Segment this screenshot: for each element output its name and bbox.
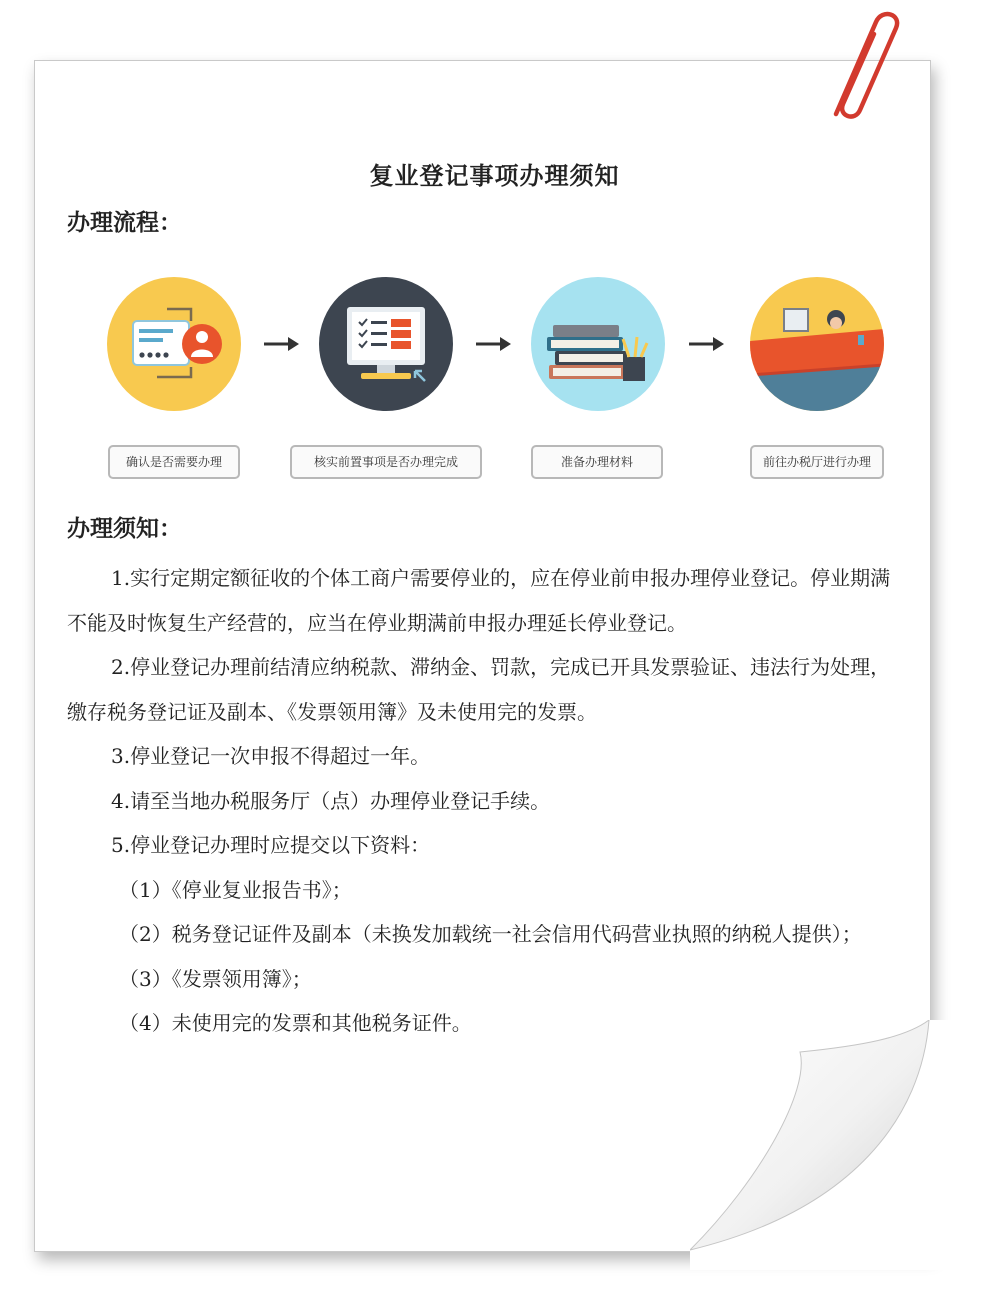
arrow-right-icon [689,335,725,353]
page-curl [690,1020,989,1270]
monitor-checklist-icon [319,277,453,411]
books-stack-icon [531,277,665,411]
notes-heading: 办理须知： [67,515,182,542]
note-subitem-3: （3）《发票领用簿》； [119,966,312,991]
step-label-verify: 核实前置事项是否办理完成 [290,445,482,479]
service-counter-icon [750,277,884,411]
step-label-confirm: 确认是否需要办理 [108,445,240,479]
note-item-1: 1.实行定期定额征收的个体工商户需要停业的，应在停业前申报办理停业登记。停业期满不能及时恢复生产经营的，应当在停业期满前申报办理延长停业登记。 [67,566,891,635]
note-subitem-2: （2）税务登记证件及副本（未换发加载统一社会信用代码营业执照的纳税人提供）； [119,922,862,946]
note-subitem-4: （4）未使用完的发票和其他税务证件。 [119,1011,472,1035]
step-label-visit-hall: 前往办税厅进行办理 [750,445,884,479]
arrow-right-icon [476,335,512,353]
process-heading: 办理流程： [67,209,182,236]
note-item-3: 3.停业登记一次申报不得超过一年。 [111,744,431,768]
note-subitem-1: （1）《停业复业报告书》； [119,877,352,902]
arrow-right-icon [264,335,300,353]
note-item-4: 4.请至当地办税服务厅（点）办理停业登记手续。 [111,788,551,813]
note-item-5: 5.停业登记办理时应提交以下资料： [111,833,431,857]
step-label-prepare: 准备办理材料 [531,445,663,479]
id-card-person-icon [107,277,241,411]
page-title: 复业登记事项办理须知 [369,161,620,190]
note-item-2: 2.停业登记办理前结清应纳税款、滞纳金、罚款，完成已开具发票验证、违法行为处理，缴存税务登记证及副本、《发票领用簿》及未使用完的发票。 [67,655,891,724]
notes-list [67,556,902,1046]
paperclip-icon [808,4,908,134]
